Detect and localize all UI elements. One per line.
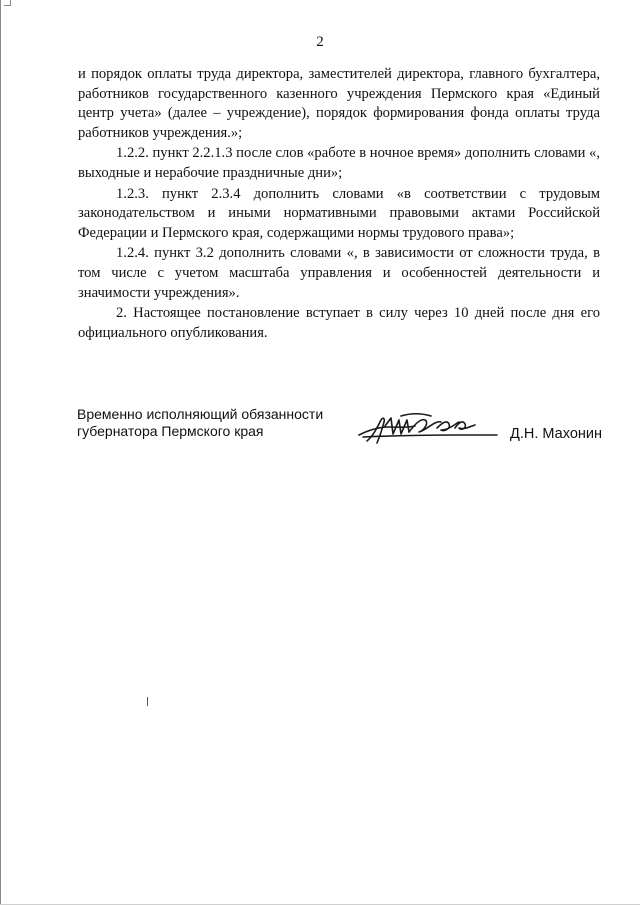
handwritten-signature-icon	[355, 408, 500, 448]
signature-block	[77, 406, 602, 456]
signer-title	[77, 406, 323, 440]
signer-title-line-1: Временно исполняющий обязанности	[77, 406, 324, 422]
paragraph-continuation: и порядок оплаты труда директора, заместителей директора, главного бухгалтера, работников государственного казенного учреждения Пермского края «Единый центр учета» (далее – учреждение), порядок формирования фонда оплаты труда работников учреждения.»;	[78, 66, 600, 141]
scan-corner-mark	[4, 0, 11, 6]
paragraph-2-effective-date: 2. Настоящее постановление вступает в силу через 10 дней после дня его официального опубликования.	[78, 305, 600, 341]
scan-artifact-mark	[147, 697, 148, 706]
document-body	[78, 65, 600, 344]
page-number: 2	[316, 34, 324, 50]
paragraph-1-2-4: 1.2.4. пункт 3.2 дополнить словами «, в зависимости от сложности труда, в том числе с учетом масштаба управления и особенностей деятельности и значимости учреждения».	[78, 245, 600, 301]
paragraph-1-2-3: 1.2.3. пункт 2.3.4 дополнить словами «в соответствии с трудовым законодательством и иными нормативными правовыми актами Российской Федерации и Пермского края, содержащими нормы трудового права»;	[78, 185, 600, 241]
paragraph-1-2-2: 1.2.2. пункт 2.2.1.3 после слов «работе в ночное время» дополнить словами «, выходные и нерабочие праздничные дни»;	[78, 145, 600, 181]
scan-left-edge	[0, 0, 1, 905]
signer-name: Д.Н. Махонин	[510, 426, 602, 442]
signer-title-line-2: губернатора Пермского края	[77, 423, 264, 439]
